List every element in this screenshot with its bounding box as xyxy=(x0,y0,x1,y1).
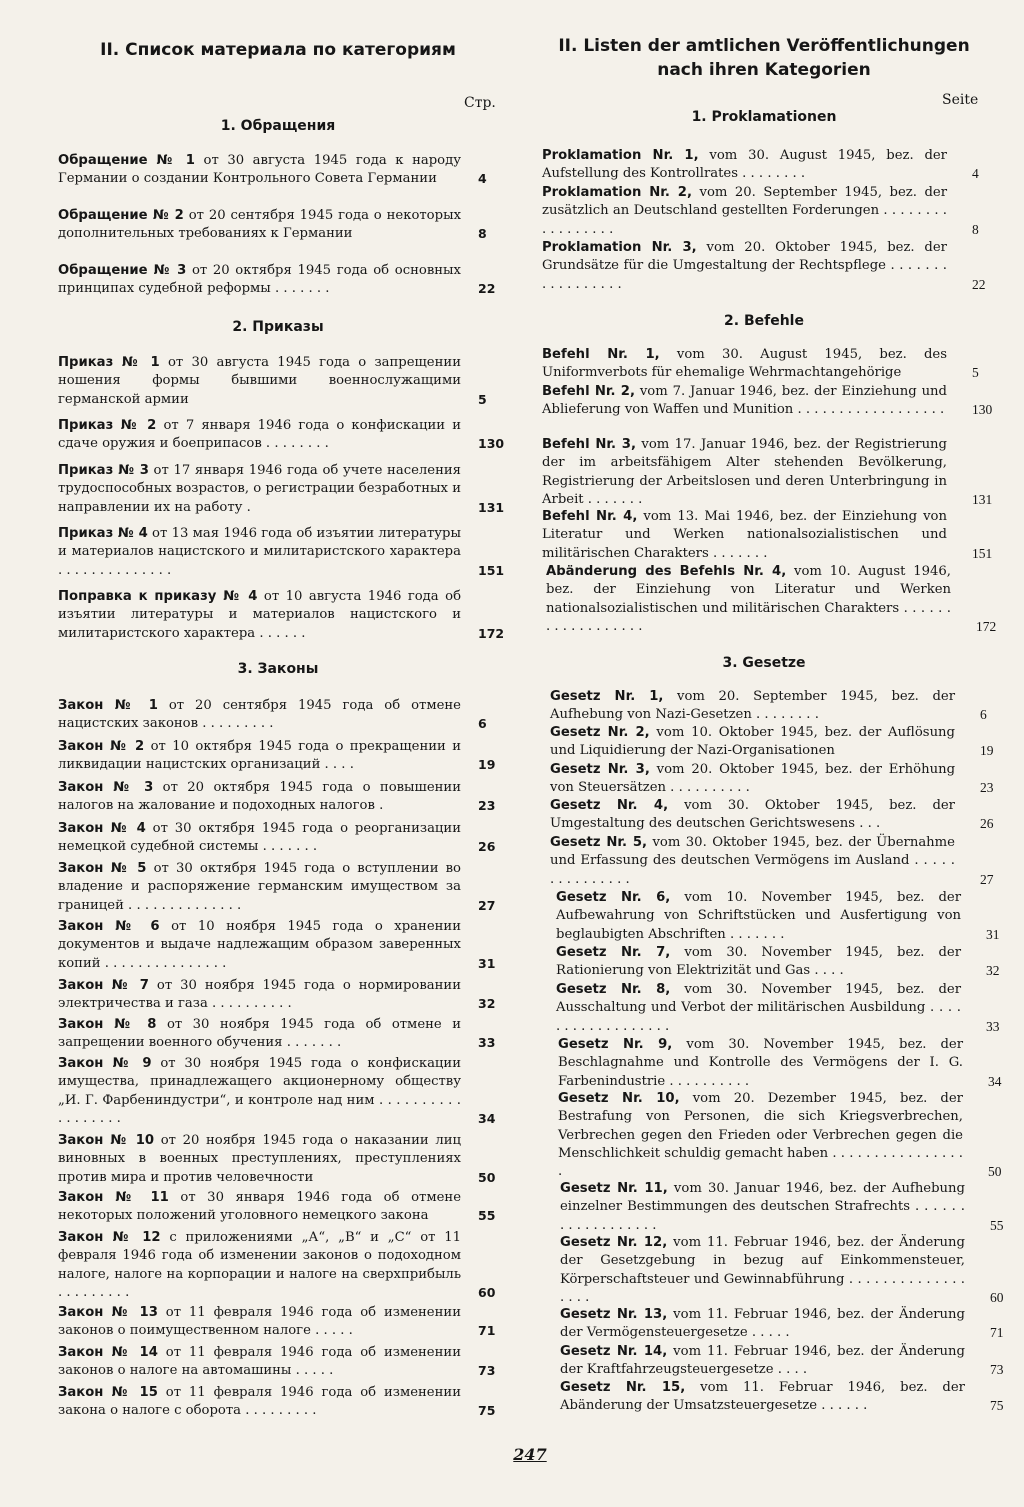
toc-entry: Приказ № 4 от 13 мая 1946 года об изъятии литературы и материалов нацистского и милитаристского характера . . . . . . . . . . . . . . 151 xyxy=(58,526,505,578)
section-title-ru-3: 3. Законы xyxy=(237,661,319,677)
toc-entry: Gesetz Nr. 5, vom 30. Oktober 1945, bez. der Übernahme und Erfassung des deutschen Vermögens im Ausland . . . . . . . . . . . . . . . 27 xyxy=(550,835,994,887)
toc-entry: Закон № 4 от 30 октября 1945 года о реорганизации немецкой судебной системы . . . . . . . 26 xyxy=(58,821,496,855)
toc-entry: Обращение № 3 от 20 октября 1945 года об основных принципах судебной реформы . . . . . . . 22 xyxy=(58,263,496,297)
toc-entry: Gesetz Nr. 4, vom 30. Oktober 1945, bez. der Umgestaltung des deutschen Gerichtswesens . . . 26 xyxy=(550,798,994,832)
toc-entry: Gesetz Nr. 1, vom 20. September 1945, bez. der Aufhebung von Nazi-Gesetzen . . . . . . . . 6 xyxy=(550,689,987,723)
section-title-de-1: 1. Proklamationen xyxy=(691,109,837,125)
toc-entry: Gesetz Nr. 8, vom 30. November 1945, bez. der Ausschaltung und Verbot der militärischen Ausbildung . . . . . . . . . . . . . . . . . . 33 xyxy=(556,982,1000,1034)
german-title-line-1: II. Listen der amtlichen Veröffentlichungen xyxy=(558,36,970,56)
toc-entry: Gesetz Nr. 2, vom 10. Oktober 1945, bez. der Auflösung und Liquidierung der Nazi-Organisationen 19 xyxy=(550,725,994,759)
toc-entry: Закон № 10 от 20 ноября 1945 года о наказании лиц виновных в военных преступлениях, преступлениях против мира и против человечности 50 xyxy=(58,1133,496,1185)
toc-entry: Приказ № 2 от 7 января 1946 года о конфискации и сдаче оружия и боеприпасов . . . . . . . . 130 xyxy=(58,418,505,452)
section-title-de-2: 2. Befehle xyxy=(724,313,804,329)
toc-entry: Gesetz Nr. 15, vom 11. Februar 1946, bez. der Abänderung der Umsatzsteuergesetze . . . . . . 75 xyxy=(560,1380,1004,1414)
toc-entry: Gesetz Nr. 12, vom 11. Februar 1946, bez. der Änderung der Gesetzgebung in bezug auf Einkommensteuer, Körperschaftsteuer und Gewinnabführung . . . . . . . . . . . . . . . . . . 60 xyxy=(560,1235,1004,1305)
section-title-de-3: 3. Gesetze xyxy=(722,655,806,671)
toc-entry: Поправка к приказу № 4 от 10 августа 1946 года об изъятии литературы и материалов нацистского и милитаристского характера . . . . . . 172 xyxy=(58,589,505,641)
toc-entry: Gesetz Nr. 9, vom 30. November 1945, bez. der Beschlagnahme und Kontrolle des Vermögens der I. G. Farbenindustrie . . . . . . . . . . 34 xyxy=(558,1037,1002,1089)
toc-entry: Закон № 8 от 30 ноября 1945 года об отмене и запрещении военного обучения . . . . . . . 33 xyxy=(58,1017,496,1051)
toc-entry: Proklamation Nr. 2, vom 20. September 1945, bez. der zusätzlich an Deutschland gestellten Forderungen . . . . . . . . . . . . . . . . . 8 xyxy=(542,185,979,237)
toc-entry: Befehl Nr. 2, vom 7. Januar 1946, bez. der Einziehung und Ablieferung von Waffen und Munition . . . . . . . . . . . . . . . . . . 130 xyxy=(542,384,993,418)
toc-entry: Abänderung des Befehls Nr. 4, vom 10. August 1946, bez. der Einziehung von Literatur und Werken nationalsozialistischen und militärischen Charakters . . . . . . . . . . . . . . . . . . 172 xyxy=(546,564,997,634)
toc-entry: Gesetz Nr. 3, vom 20. Oktober 1945, bez. der Erhöhung von Steuersätzen . . . . . . . . . . 23 xyxy=(550,762,994,796)
toc-entry: Закон № 14 от 11 февраля 1946 года об изменении законов о налоге на автомашины . . . . . 73 xyxy=(58,1345,496,1379)
toc-entry: Закон № 7 от 30 ноября 1945 года о нормировании электричества и газа . . . . . . . . . . 32 xyxy=(58,978,496,1012)
toc-entry: Befehl Nr. 4, vom 13. Mai 1946, bez. der Einziehung von Literatur und Werken nationalsozialistischen und militärischen Charakters . . . . . . . 151 xyxy=(542,509,993,561)
section-title-ru-2: 2. Приказы xyxy=(232,319,324,335)
toc-entry: Proklamation Nr. 1, vom 30. August 1945, bez. der Aufstellung des Kontrollrates . . . . . . . . 4 xyxy=(542,148,979,182)
toc-entry: Приказ № 1 от 30 августа 1945 года о запрещении ношения формы бывшими военнослужащими германской армии 5 xyxy=(58,355,487,407)
toc-entry: Befehl Nr. 1, vom 30. August 1945, bez. des Uniformverbots für ehemalige Wehrmachtangehörige 5 xyxy=(542,347,979,381)
toc-entry: Закон № 1 от 20 сентября 1945 года об отмене нацистских законов . . . . . . . . . 6 xyxy=(58,698,487,732)
toc-entry: Gesetz Nr. 14, vom 11. Februar 1946, bez. der Änderung der Kraftfahrzeugsteuergesetze . . . . 73 xyxy=(560,1344,1004,1378)
toc-entry: Закон № 3 от 20 октября 1945 года о повышении налогов на жалование и подоходных налогов . 23 xyxy=(58,780,496,814)
toc-entry: Закон № 5 от 30 октября 1945 года о вступлении во владение и распоряжение германским имуществом за границей . . . . . . . . . . . . . . 27 xyxy=(58,861,496,913)
russian-page-header: Стр. xyxy=(464,95,496,111)
section-title-ru-1: 1. Обращения xyxy=(220,118,336,134)
toc-entry: Befehl Nr. 3, vom 17. Januar 1946, bez. der Registrierung der im arbeitsfähigem Alter stehenden Bevölkerung, Registrierung der Arbeitslosen und deren Unterbringung in Arbeit . . . . . . . 131 xyxy=(542,437,993,507)
toc-entry: Закон № 13 от 11 февраля 1946 года об изменении законов о поимущественном налоге . . . . . 71 xyxy=(58,1305,496,1339)
toc-entry: Закон № 9 от 30 ноября 1945 года о конфискации имущества, принадлежащего акционерному обществу „И. Г. Фарбениндустри“, и контроле над ним . . . . . . . . . . . . . . . . . . 34 xyxy=(58,1056,496,1126)
toc-entry: Закон № 12 с приложениями „А“, „В“ и „С“ от 11 февраля 1946 года об изменении законов о подоходном налоге, налоге на корпорации и налоге на сверхприбыль . . . . . . . . . 60 xyxy=(58,1230,496,1300)
toc-entry: Gesetz Nr. 10, vom 20. Dezember 1945, bez. der Bestrafung von Personen, die sich Kriegsverbrechen, Verbrechen gegen den Frieden oder Verbrechen gegen die Menschlichkeit schuldig gemacht haben . . . . . . . . . . . . . . . . . 50 xyxy=(558,1091,1002,1180)
toc-entry: Gesetz Nr. 13, vom 11. Februar 1946, bez. der Änderung der Vermögensteuergesetze . . . . . 71 xyxy=(560,1307,1004,1341)
toc-entry: Proklamation Nr. 3, vom 20. Oktober 1945, bez. der Grundsätze für die Umgestaltung der Rechtspflege . . . . . . . . . . . . . . . . . 22 xyxy=(542,240,986,292)
toc-entry: Закон № 11 от 30 января 1946 года об отмене некоторых положений уголовного немецкого закона 55 xyxy=(58,1190,496,1224)
toc-entry: Закон № 6 от 10 ноября 1945 года о хранении документов и выдаче надлежащим образом заверенных копий . . . . . . . . . . . . . . . 31 xyxy=(58,919,496,971)
toc-entry: Приказ № 3 от 17 января 1946 года об учете населения трудоспособных возрастов, о регистрации безработных и направлении их на работу . 131 xyxy=(58,463,505,515)
toc-entry: Gesetz Nr. 11, vom 30. Januar 1946, bez. der Aufhebung einzelner Bestimmungen des deutschen Strafrechts . . . . . . . . . . . . . . . . . . 55 xyxy=(560,1181,1004,1233)
toc-entry: Обращение № 1 от 30 августа 1945 года к народу Германии о создании Контрольного Совета Германии 4 xyxy=(58,153,487,187)
toc-entry: Gesetz Nr. 7, vom 30. November 1945, bez. der Rationierung von Elektrizität und Gas . . . . 32 xyxy=(556,945,1000,979)
german-page-header: Seite xyxy=(942,92,979,108)
german-title xyxy=(540,34,988,82)
page-number: 247 xyxy=(513,1445,547,1464)
german-title-line-2: nach ihren Kategorien xyxy=(657,60,871,80)
toc-entry: Закон № 2 от 10 октября 1945 года о прекращении и ликвидации нацистских организаций . . . . 19 xyxy=(58,739,496,773)
russian-title: II. Список материала по категориям xyxy=(100,40,456,60)
toc-entry: Gesetz Nr. 6, vom 10. November 1945, bez. der Aufbewahrung von Schriftstücken und Ausfertigung von beglaubigten Abschriften . . . . . . . 31 xyxy=(556,890,1000,942)
toc-entry: Закон № 15 от 11 февраля 1946 года об изменении закона о налоге с оборота . . . . . . . . . 75 xyxy=(58,1385,496,1419)
toc-entry: Обращение № 2 от 20 сентября 1945 года о некоторых дополнительных требованиях к Германии 8 xyxy=(58,208,487,242)
